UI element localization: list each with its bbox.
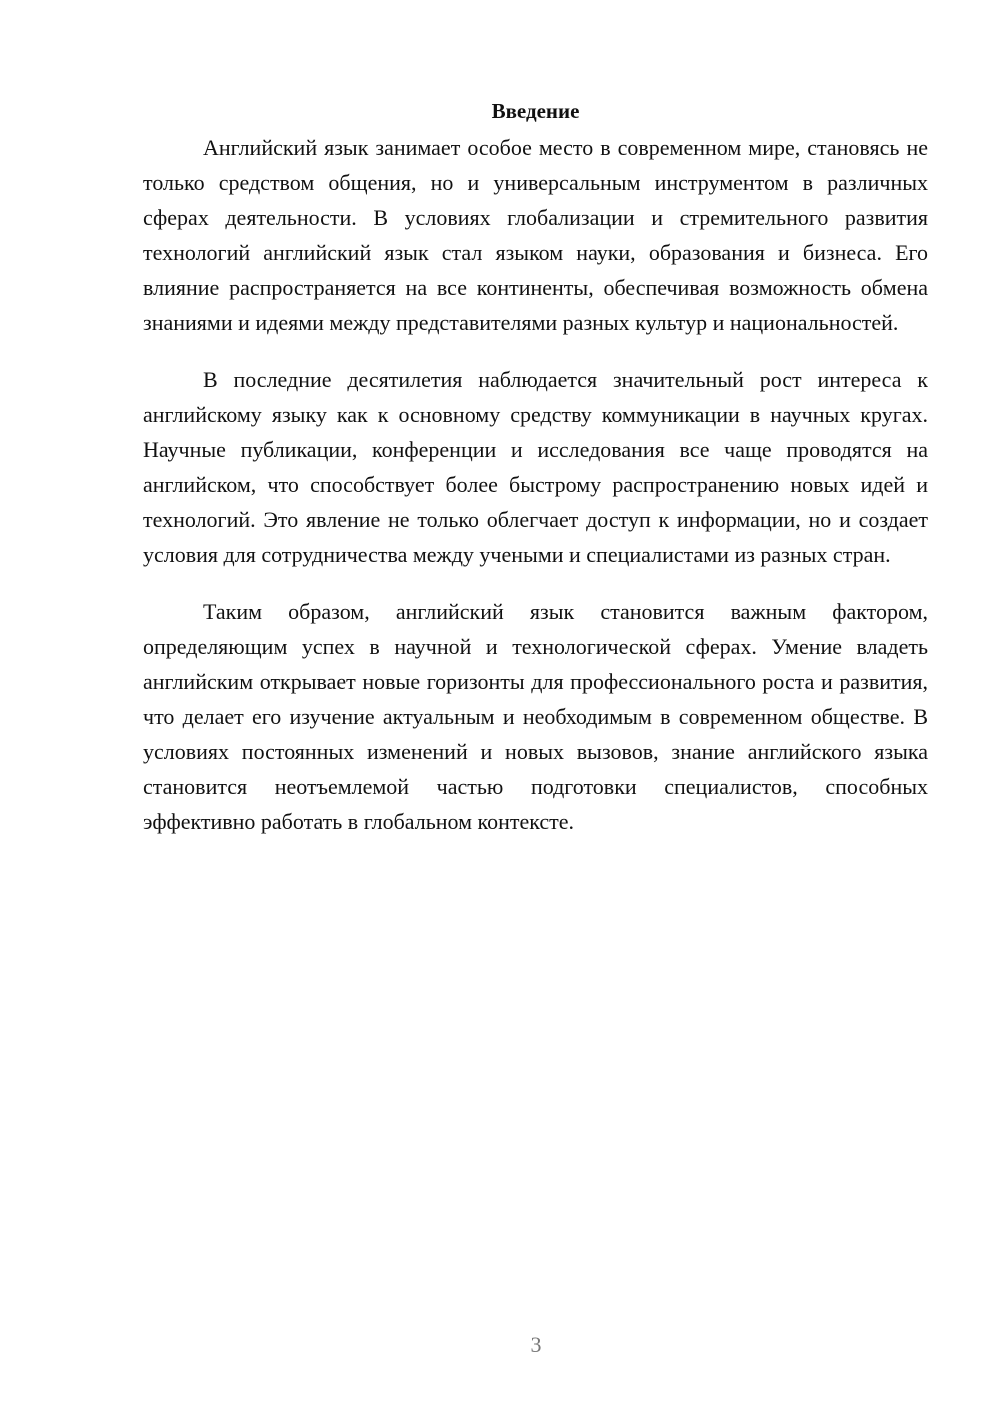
paragraph-2: В последние десятилетия наблюдается значительный рост интереса к английскому языку как к основному средству коммуникации в научных кругах. Научные публикации, конференции и исследования все чаще проводятся на английском, что способствует более быстрому распространению новых идей и технологий. Это явление не только облегчает доступ к информации, но и создает условия для сотрудничества между учеными и специалистами из разных стран. bbox=[143, 367, 928, 567]
section-heading: Введение bbox=[491, 99, 580, 123]
document-body bbox=[143, 96, 928, 861]
page-number: 3 bbox=[530, 1332, 542, 1357]
paragraph-1: Английский язык занимает особое место в современном мире, становясь не только средством общения, но и универсальным инструментом в различных сферах деятельности. В условиях глобализации и стремительного развития технологий английский язык стал языком науки, образования и бизнеса. Его влияние распространяется на все континенты, обеспечивая возможность обмена знаниями и идеями между представителями разных культур и национальностей. bbox=[143, 135, 928, 335]
paragraph-3: Таким образом, английский язык становится важным фактором, определяющим успех в научной и технологической сферах. Умение владеть английским открывает новые горизонты для профессионального роста и развития, что делает его изучение актуальным и необходимым в современном обществе. В условиях постоянных изменений и новых вызовов, знание английского языка становится неотъемлемой частью подготовки специалистов, способных эффективно работать в глобальном контексте. bbox=[143, 599, 928, 834]
